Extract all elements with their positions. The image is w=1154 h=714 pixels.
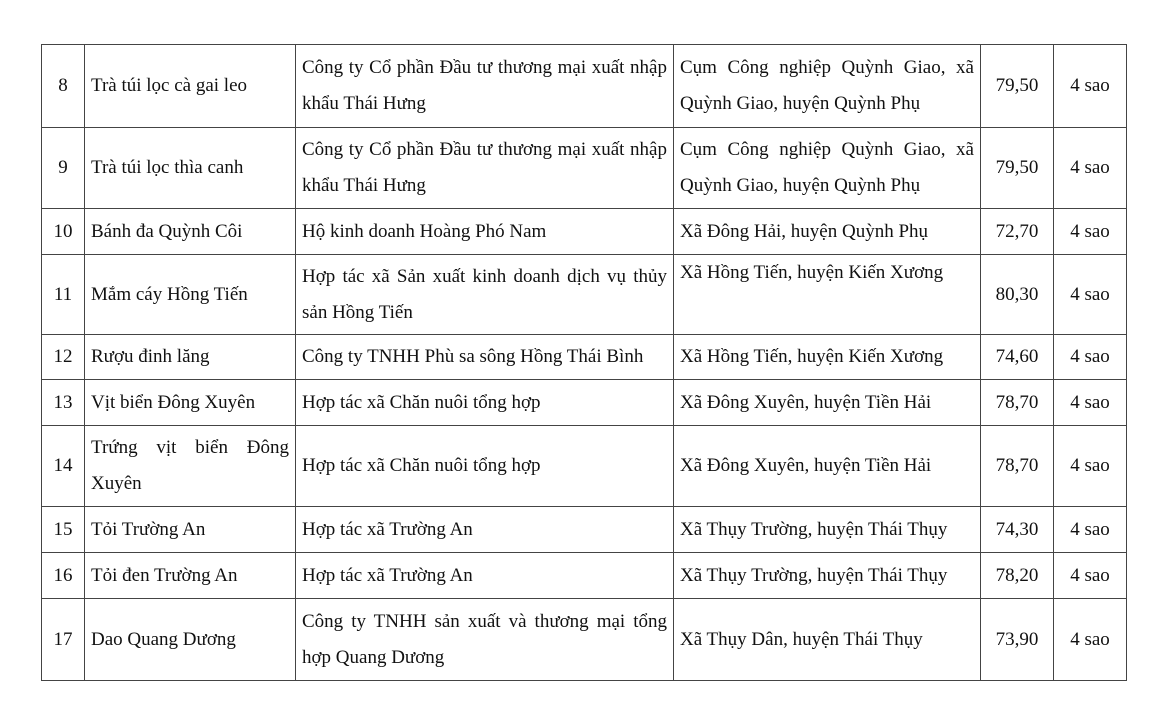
address: Xã Hồng Tiến, huyện Kiến Xương xyxy=(674,255,981,335)
company-name: Công ty TNHH Phù sa sông Hồng Thái Bình xyxy=(296,335,674,380)
product-name: Trứng vịt biển Đông Xuyên xyxy=(85,426,296,507)
table-row xyxy=(42,128,1127,209)
company-name: Hợp tác xã Chăn nuôi tổng hợp xyxy=(296,426,674,507)
table-row xyxy=(42,553,1127,599)
company-name: Hợp tác xã Sản xuất kinh doanh dịch vụ thủy sản Hồng Tiến xyxy=(296,255,674,335)
row-number: 11 xyxy=(42,255,85,335)
product-name: Tỏi Trường An xyxy=(85,507,296,553)
table-row xyxy=(42,599,1127,681)
score: 80,30 xyxy=(981,255,1054,335)
row-number: 13 xyxy=(42,380,85,426)
product-name: Rượu đinh lăng xyxy=(85,335,296,380)
score: 74,60 xyxy=(981,335,1054,380)
product-name: Trà túi lọc cà gai leo xyxy=(85,45,296,128)
address: Cụm Công nghiệp Quỳnh Giao, xã Quỳnh Giao, huyện Quỳnh Phụ xyxy=(674,45,981,128)
star-rating: 4 sao xyxy=(1054,335,1127,380)
table-row xyxy=(42,426,1127,507)
product-name: Bánh đa Quỳnh Côi xyxy=(85,209,296,255)
address: Xã Đông Xuyên, huyện Tiền Hải xyxy=(674,380,981,426)
row-number: 12 xyxy=(42,335,85,380)
row-number: 17 xyxy=(42,599,85,681)
star-rating: 4 sao xyxy=(1054,380,1127,426)
star-rating: 4 sao xyxy=(1054,128,1127,209)
star-rating: 4 sao xyxy=(1054,553,1127,599)
table-row xyxy=(42,209,1127,255)
product-name: Vịt biển Đông Xuyên xyxy=(85,380,296,426)
address: Xã Đông Xuyên, huyện Tiền Hải xyxy=(674,426,981,507)
company-name: Công ty Cổ phần Đầu tư thương mại xuất nhập khẩu Thái Hưng xyxy=(296,45,674,128)
score: 72,70 xyxy=(981,209,1054,255)
product-table xyxy=(41,44,1127,681)
product-name: Trà túi lọc thìa canh xyxy=(85,128,296,209)
company-name: Công ty Cổ phần Đầu tư thương mại xuất nhập khẩu Thái Hưng xyxy=(296,128,674,209)
row-number: 8 xyxy=(42,45,85,128)
table-row xyxy=(42,507,1127,553)
address: Cụm Công nghiệp Quỳnh Giao, xã Quỳnh Giao, huyện Quỳnh Phụ xyxy=(674,128,981,209)
score: 78,70 xyxy=(981,426,1054,507)
company-name: Công ty TNHH sản xuất và thương mại tổng hợp Quang Dương xyxy=(296,599,674,681)
score: 78,20 xyxy=(981,553,1054,599)
product-name: Tỏi đen Trường An xyxy=(85,553,296,599)
address: Xã Thụy Trường, huyện Thái Thụy xyxy=(674,507,981,553)
company-name: Hộ kinh doanh Hoàng Phó Nam xyxy=(296,209,674,255)
product-name: Dao Quang Dương xyxy=(85,599,296,681)
company-name: Hợp tác xã Chăn nuôi tổng hợp xyxy=(296,380,674,426)
row-number: 16 xyxy=(42,553,85,599)
address: Xã Đông Hải, huyện Quỳnh Phụ xyxy=(674,209,981,255)
address: Xã Thụy Dân, huyện Thái Thụy xyxy=(674,599,981,681)
star-rating: 4 sao xyxy=(1054,507,1127,553)
row-number: 15 xyxy=(42,507,85,553)
product-name: Mắm cáy Hồng Tiến xyxy=(85,255,296,335)
score: 78,70 xyxy=(981,380,1054,426)
score: 79,50 xyxy=(981,128,1054,209)
star-rating: 4 sao xyxy=(1054,426,1127,507)
row-number: 10 xyxy=(42,209,85,255)
table-row xyxy=(42,380,1127,426)
table-row xyxy=(42,335,1127,380)
star-rating: 4 sao xyxy=(1054,45,1127,128)
table-row xyxy=(42,255,1127,335)
address: Xã Hồng Tiến, huyện Kiến Xương xyxy=(674,335,981,380)
company-name: Hợp tác xã Trường An xyxy=(296,507,674,553)
row-number: 14 xyxy=(42,426,85,507)
table-row xyxy=(42,45,1127,128)
score: 79,50 xyxy=(981,45,1054,128)
star-rating: 4 sao xyxy=(1054,209,1127,255)
company-name: Hợp tác xã Trường An xyxy=(296,553,674,599)
score: 74,30 xyxy=(981,507,1054,553)
row-number: 9 xyxy=(42,128,85,209)
star-rating: 4 sao xyxy=(1054,255,1127,335)
address: Xã Thụy Trường, huyện Thái Thụy xyxy=(674,553,981,599)
score: 73,90 xyxy=(981,599,1054,681)
star-rating: 4 sao xyxy=(1054,599,1127,681)
